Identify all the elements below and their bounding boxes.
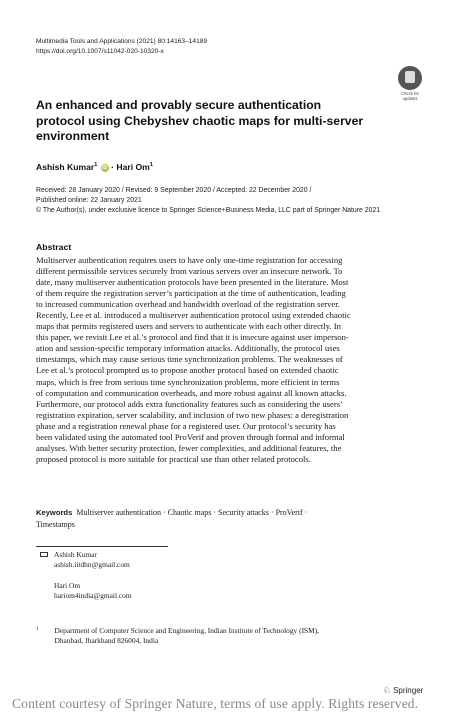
publisher-name: Springer — [393, 686, 424, 695]
journal-header — [36, 37, 207, 56]
corr-name-2: Hari Om — [54, 580, 81, 590]
abstract-line: Lee et al.’s protocol prompted us to propose another protocol based on extended chaotic — [36, 365, 339, 376]
abstract-heading: Abstract — [36, 242, 72, 252]
springer-horse-icon: ♘ — [383, 685, 392, 695]
check-for-updates-badge[interactable] — [393, 66, 427, 100]
author-1-affiliation: 1 — [94, 162, 98, 169]
abstract-body — [36, 255, 439, 465]
keywords-text-2: Timestamps — [36, 520, 75, 529]
springer-logo — [383, 685, 423, 696]
bookmark-icon — [398, 66, 422, 90]
abstract-line: Multiserver authentication requires users to have only one-time registration for accessing — [36, 255, 343, 265]
author-separator: · — [111, 162, 114, 172]
affiliation-line-2: Dhanbad, Jharkhand 826004, India — [54, 636, 159, 646]
envelope-icon — [40, 552, 48, 558]
affiliation — [36, 625, 319, 647]
keywords-label: Keywords — [36, 508, 73, 517]
abstract-line: proposed protocol is more suitable for practical use than other related protocols. — [36, 453, 311, 464]
copyright-line: © The Author(s), under exclusive licence to Springer Science+Business Media, LLC part of Springer Nature 2021 — [36, 207, 381, 214]
corr-email-2[interactable]: hariom4india@gmail.com — [54, 591, 132, 601]
abstract-line: been validated using the automated tool ProVerif and proven through formal and informal — [36, 431, 345, 442]
abstract-line: phase and a registration renewal phase for a registered user. Our protocol’s security has — [36, 420, 336, 431]
abstract-line: registration expiration, server scalability, and inclusion of two new phases: a deregistration — [36, 409, 349, 420]
journal-citation: Multimedia Tools and Applications (2021) 80:14163–14189 — [36, 38, 208, 45]
courtesy-watermark: Content courtesy of Springer Nature, terms of use apply. Rights reserved. — [12, 696, 419, 711]
dates-line-1: Received: 28 January 2020 / Revised: 9 September 2020 / Accepted: 22 December 2020 / — [36, 187, 312, 194]
paper-title: An enhanced and provably secure authentication protocol using Chebyshev chaotic maps for multi-server environment — [36, 98, 364, 144]
keywords-text: Multiserver authentication · Chaotic maps · Security attacks · ProVerif · — [76, 508, 308, 517]
author-2[interactable]: Hari Om — [116, 162, 150, 172]
orcid-icon[interactable]: iD — [101, 165, 108, 171]
abstract-line: maps that permits registered users and servers to authenticate with each other directly. In — [36, 321, 341, 332]
author-list — [36, 162, 153, 172]
abstract-line: date, many multiserver authentication protocols have been presented in the literature. Most — [36, 277, 349, 288]
abstract-line: to increased communication overhead and bandwidth overload of the registration server. — [36, 299, 340, 310]
abstract-line: timestamps, which may cause serious time synchronization problems. The weaknesses of — [36, 354, 343, 365]
doi-link[interactable]: https://doi.org/10.1007/s11042-020-10320-x — [36, 47, 164, 55]
abstract-line: of them require the registration server’s participation at the time of authentication, leading — [36, 288, 346, 299]
corr-name-1: Ashish Kumar — [54, 550, 97, 559]
badge-label-1: Check for — [401, 91, 419, 96]
abstract-line: ation and session-specific temporary information attacks. Additionally, the protocol uses — [36, 343, 340, 354]
badge-label-2: updates — [402, 96, 418, 101]
abstract-line: Furthermore, our protocol adds extra functionality features such as considering the users’ — [36, 398, 343, 409]
abstract-line: analyses. With better security protection, fewer complexities, and additional features, the — [36, 442, 342, 453]
affiliation-number: 1 — [36, 627, 39, 632]
abstract-line: Recently, Lee et al. introduced a multiserver authentication protocol using extended chaotic — [36, 310, 351, 321]
abstract-line: of computation and communication overheads, and more robust against all known attacks. — [36, 387, 347, 398]
abstract-line: different permissible services securely from various servers over an insecure network. To — [36, 266, 343, 277]
corr-email-1[interactable]: ashish.iitdhn@gmail.com — [54, 560, 130, 570]
abstract-line: this paper, we revisit Lee et al.’s protocol and find that it is insecure against user imperson- — [36, 332, 349, 343]
footnote-divider — [36, 546, 168, 547]
correspondence — [40, 550, 132, 601]
affiliation-line-1: Department of Computer Science and Engineering, Indian Institute of Technology (ISM), — [54, 626, 320, 635]
author-2-affiliation: 1 — [149, 162, 153, 169]
abstract-line: maps, which is free from serious time synchronization problems, more efficient in terms — [36, 376, 340, 387]
publication-dates — [36, 186, 380, 216]
author-1[interactable]: Ashish Kumar — [36, 162, 95, 172]
keywords — [36, 507, 439, 531]
dates-line-2: Published online: 22 January 2021 — [36, 197, 142, 204]
